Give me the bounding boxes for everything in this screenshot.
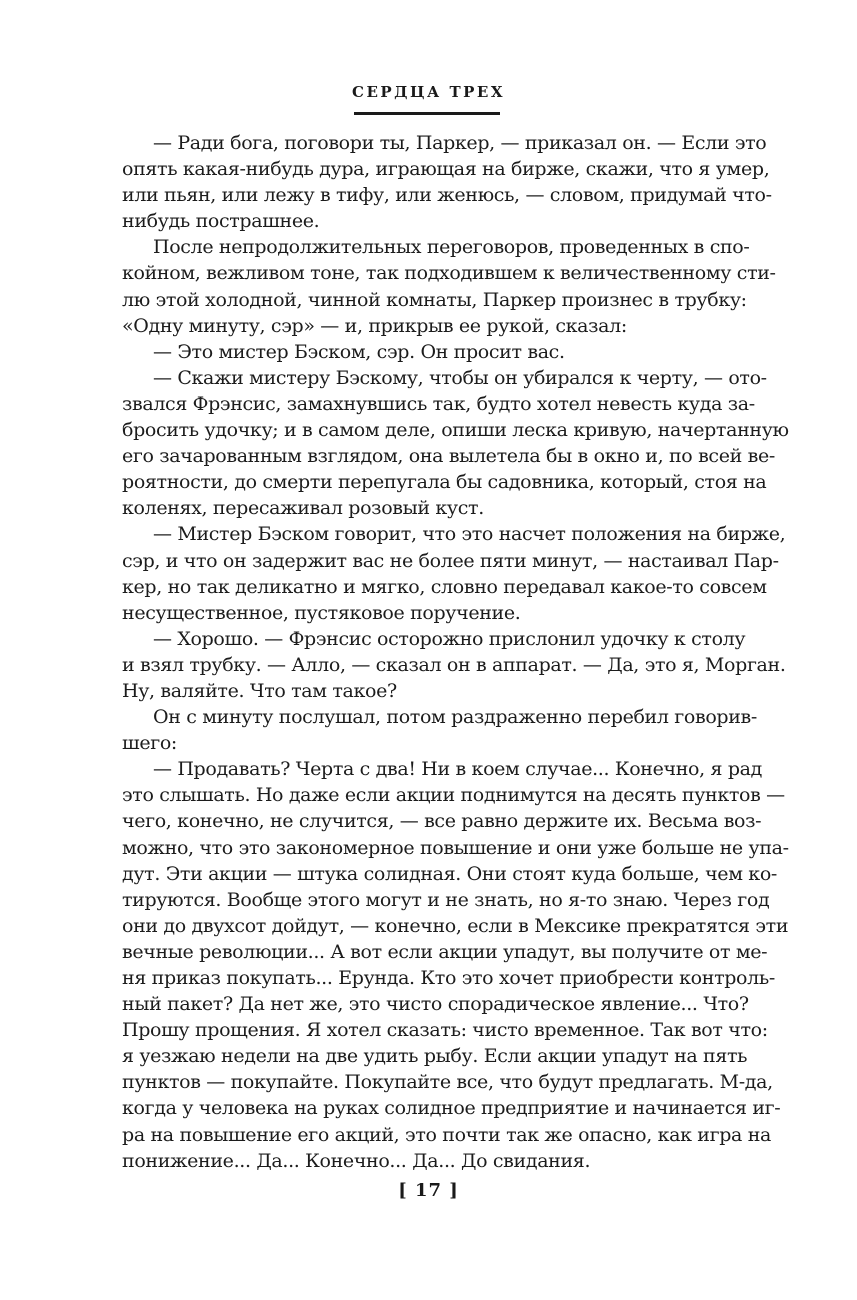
text-line: ня приказ покупать... Ерунда. Кто это хочет приобрести контроль- bbox=[122, 967, 775, 989]
text-line: когда у человека на руках солидное предприятие и начинается иг- bbox=[122, 1097, 781, 1120]
text-line: Он с минуту послушал, потом раздраженно перебил говорив- bbox=[153, 706, 757, 729]
text-line: вечные революции... А вот если акции упадут, вы получите от ме- bbox=[122, 940, 768, 963]
paragraph bbox=[122, 704, 757, 756]
text-line: нибудь пострашнее. bbox=[122, 210, 320, 233]
paragraph bbox=[122, 756, 789, 1174]
paragraph bbox=[122, 130, 772, 234]
text-line: коленях, пересаживал розовый куст. bbox=[122, 497, 484, 520]
text-line: койном, вежливом тоне, так подходившем к величественному сти- bbox=[122, 262, 776, 285]
body-text bbox=[122, 130, 789, 1174]
text-line: — Продавать? Черта с два! Ни в коем случае... Конечно, я рад bbox=[153, 758, 762, 781]
text-line: тируются. Вообще этого могут и не знать, но я-то знаю. Через год bbox=[122, 888, 770, 911]
text-line: — Хорошо. — Фрэнсис осторожно прислонил удочку к столу bbox=[153, 627, 746, 650]
text-line: можно, что это закономерное повышение и они уже больше не упа- bbox=[122, 836, 789, 859]
text-line: шего: bbox=[122, 732, 177, 755]
text-line: «Одну минуту, сэр» — и, прикрыв ее рукой, сказал: bbox=[122, 314, 627, 337]
text-line: и взял трубку. — Алло, — сказал он в аппарат. — Да, это я, Морган. bbox=[122, 653, 786, 676]
paragraph bbox=[122, 339, 727, 365]
text-line: они до двухсот дойдут, — конечно, если в Мексике прекратятся эти bbox=[122, 914, 789, 937]
text-line: ра на повышение его акций, это почти так же опасно, как игра на bbox=[122, 1123, 771, 1146]
header-rule bbox=[354, 112, 500, 115]
text-line: опять какая-нибудь дура, играющая на бирже, скажи, что я умер, bbox=[122, 158, 770, 181]
text-line: несущественное, пустяковое поручение. bbox=[122, 601, 521, 624]
text-line: его зачарованным взглядом, она вылетела бы в окно и, по всей ве- bbox=[122, 445, 775, 468]
text-line: чего, конечно, не случится, — все равно держите их. Весьма воз- bbox=[122, 810, 762, 833]
paragraph bbox=[122, 365, 789, 522]
text-line: сэр, и что он задержит вас не более пяти минут, — настаивал Пар- bbox=[122, 549, 779, 572]
text-line: ный пакет? Да нет же, это чисто спорадическое явление... Что? bbox=[122, 993, 749, 1016]
running-title: СЕРДЦА ТРЕХ bbox=[352, 83, 505, 101]
text-line: лю этой холодной, чинной комнаты, Паркер произнес в трубку: bbox=[122, 288, 747, 311]
text-line: Прошу прощения. Я хотел сказать: чисто временное. Так вот что: bbox=[122, 1019, 768, 1042]
text-line: дут. Эти акции — штука солидная. Они стоят куда больше, чем ко- bbox=[122, 862, 777, 885]
paragraph bbox=[122, 234, 776, 338]
text-line: пунктов — покупайте. Покупайте все, что будут предлагать. М-да, bbox=[122, 1071, 773, 1094]
text-line: После непродолжительных переговоров, проведенных в спо- bbox=[153, 236, 750, 259]
text-line: — Мистер Бэском говорит, что это насчет положения на бирже, bbox=[153, 523, 786, 546]
text-line: — Скажи мистеру Бэскому, чтобы он убирался к черту, — ото- bbox=[153, 366, 767, 389]
text-line: — Это мистер Бэском, сэр. Он просит вас. bbox=[153, 340, 565, 363]
text-line: кер, но так деликатно и мягко, словно передавал какое-то совсем bbox=[122, 575, 767, 598]
text-line: или пьян, или лежу в тифу, или женюсь, — словом, придумай что- bbox=[122, 184, 772, 207]
text-line: я уезжаю недели на две удить рыбу. Если акции упадут на пять bbox=[122, 1045, 748, 1068]
text-line: роятности, до смерти перепугала бы садовника, который, стоя на bbox=[122, 471, 767, 494]
paragraph bbox=[122, 521, 786, 625]
page-number: [ 17 ] bbox=[398, 1180, 459, 1201]
text-line: бросить удочку; и в самом деле, опиши леска кривую, начертанную bbox=[122, 419, 789, 442]
text-line: — Ради бога, поговори ты, Паркер, — приказал он. — Если это bbox=[153, 132, 767, 154]
text-line: понижение... Да... Конечно... Да... До свидания. bbox=[122, 1149, 591, 1172]
paragraph bbox=[122, 626, 786, 704]
text-line: это слышать. Но даже если акции поднимутся на десять пунктов — bbox=[122, 784, 785, 807]
text-line: Ну, валяйте. Что там такое? bbox=[122, 679, 397, 702]
text-line: звался Фрэнсис, замахнувшись так, будто хотел невесть куда за- bbox=[122, 392, 755, 415]
